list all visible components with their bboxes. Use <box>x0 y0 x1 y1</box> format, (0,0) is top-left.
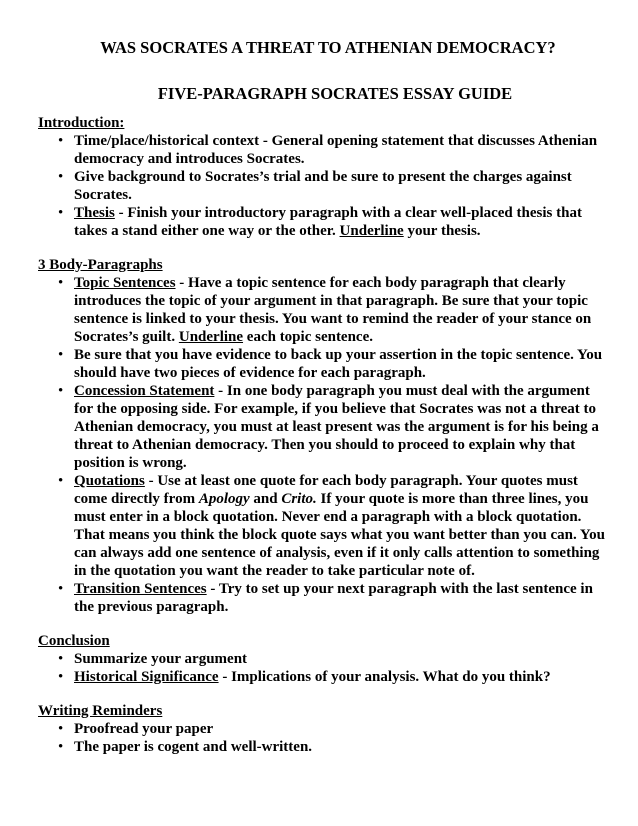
conclusion-section <box>38 632 608 686</box>
introduction-heading: Introduction: <box>38 115 125 131</box>
list-item <box>74 668 608 686</box>
list-item <box>74 168 608 204</box>
list-item <box>74 650 608 668</box>
transition-sentences-term: Transition Sentences <box>74 581 207 597</box>
writing-reminders-list <box>38 720 608 756</box>
list-item <box>74 738 608 756</box>
apology-title: Apology <box>198 491 250 507</box>
document-subtitle: FIVE-PARAGRAPH SOCRATES ESSAY GUIDE <box>157 84 513 103</box>
list-item <box>74 132 608 168</box>
body-item-text: and <box>249 491 282 507</box>
concession-statement-term: Concession Statement <box>74 383 215 399</box>
underline-word: Underline <box>339 223 404 239</box>
intro-item-text: Give background to Socrates’s trial and be sure to present the charges against Socrates. <box>74 169 572 203</box>
writing-reminders-heading: Writing Reminders <box>38 703 163 719</box>
body-item-text: - Have a topic sentence for each body paragraph that clearly introduces the topic of your argument in that paragraph. Be sure that your topic sentence is linked to your thesis. You want to remind the reader of your stance on Socrates’s guilt. <box>74 275 592 345</box>
body-item-text: each topic sentence. <box>243 329 373 345</box>
body-paragraphs-section <box>38 256 608 616</box>
list-item <box>74 382 608 472</box>
list-item <box>74 346 608 382</box>
body-item-text: Be sure that you have evidence to back up your assertion in the topic sentence. You should have two pieces of evidence for each paragraph. <box>74 347 603 381</box>
intro-item-text: Time/place/historical context - General opening statement that discusses Athenian democracy and introduces Socrates. <box>74 133 598 167</box>
topic-sentences-term: Topic Sentences <box>74 275 176 291</box>
list-item <box>74 472 608 580</box>
body-item-text: If your quote is more than three lines, you must enter in a block quotation. Never end a paragraph with a block quotation. That means you think the block quote says what you want better than you can. You can always add one sentence of analysis, even if it only calls attention to something in the quotation you want the reader to take particular note of. <box>74 491 605 579</box>
body-item-text: - In one body paragraph you must deal with the argument for the opposing side. For example, if you believe that Socrates was not a threat to Athenian democracy, you must at least present was the argument is for his being a threat to Athenian democracy. Then you should to proceed to explain why that position is wrong. <box>74 383 599 471</box>
document-title: WAS SOCRATES A THREAT TO ATHENIAN DEMOCRACY? <box>100 38 556 57</box>
underline-word: Underline <box>178 329 244 345</box>
reminder-item-text: Proofread your paper <box>74 721 214 737</box>
writing-reminders-section <box>38 702 608 756</box>
conclusion-list <box>38 650 608 686</box>
list-item <box>74 204 608 240</box>
introduction-section <box>38 114 608 240</box>
intro-item-text: - Finish your introductory paragraph with a clear well-placed thesis that takes a stand either one way or the other. <box>74 205 582 239</box>
list-item <box>74 720 608 738</box>
list-item <box>74 274 608 346</box>
body-item-text: - Use at least one quote for each body paragraph. Your quotes must come directly from <box>74 473 578 507</box>
crito-title: Crito. <box>281 491 317 507</box>
body-item-text: - Try to set up your next paragraph with the last sentence in the previous paragraph. <box>74 581 593 615</box>
intro-item-text: your thesis. <box>403 223 481 239</box>
body-paragraphs-list <box>38 274 608 616</box>
conclusion-item-text: - Implications of your analysis. What do you think? <box>218 669 551 685</box>
list-item <box>74 580 608 616</box>
body-paragraphs-heading: 3 Body-Paragraphs <box>38 257 163 273</box>
reminder-item-text: The paper is cogent and well-written. <box>74 739 313 755</box>
quotations-term: Quotations <box>74 473 145 489</box>
historical-significance-term: Historical Significance <box>74 669 219 685</box>
introduction-list <box>38 132 608 240</box>
thesis-term: Thesis <box>74 205 115 221</box>
conclusion-item-text: Summarize your argument <box>74 651 248 667</box>
conclusion-heading: Conclusion <box>38 633 110 649</box>
